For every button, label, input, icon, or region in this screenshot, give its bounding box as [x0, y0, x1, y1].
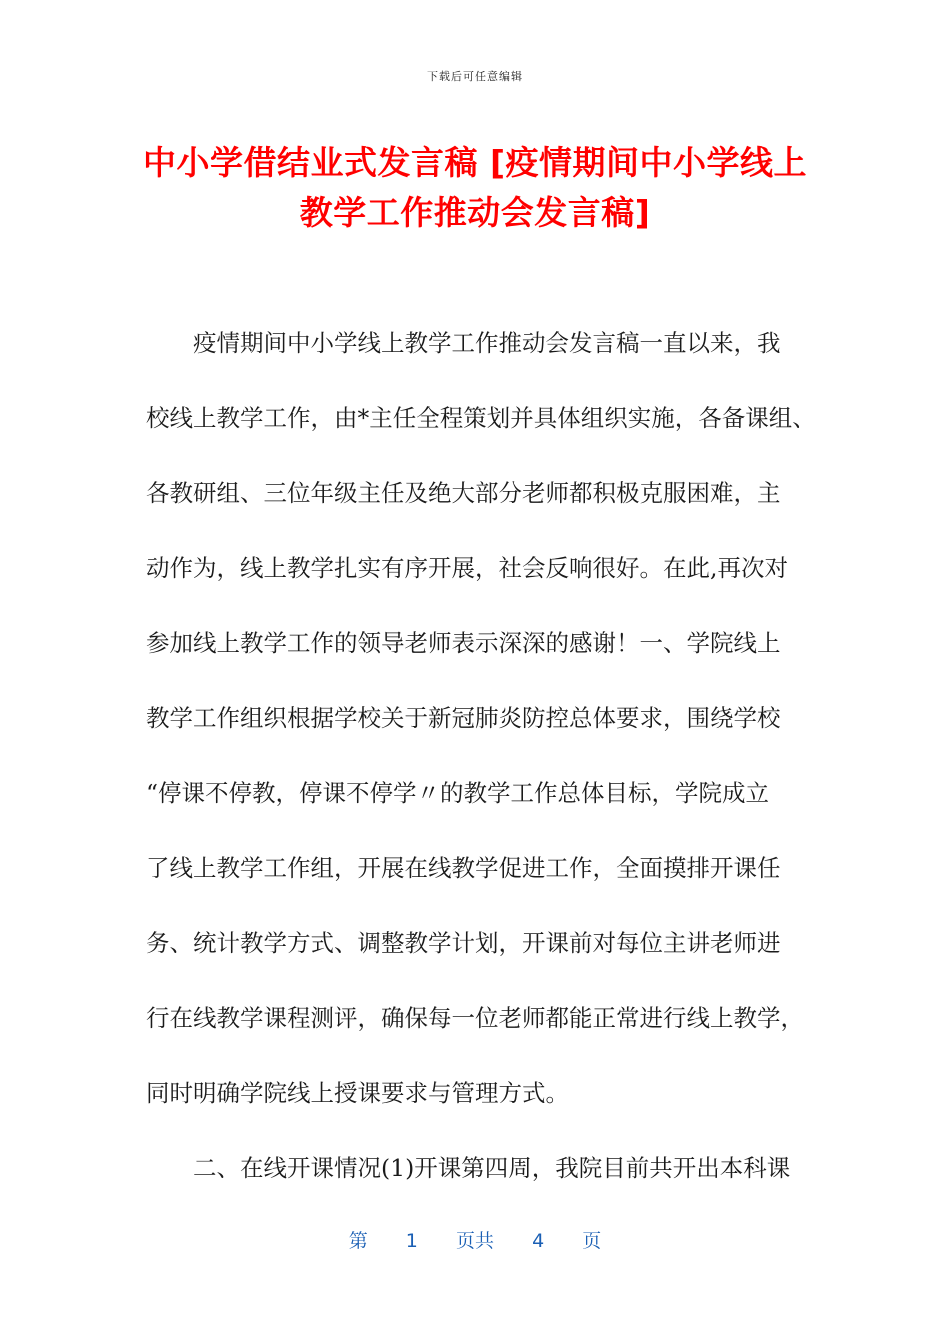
- body-line: 务、统计教学方式、调整教学计划，开课前对每位主讲老师进: [146, 929, 781, 957]
- page-label-suffix: 页: [582, 1230, 602, 1252]
- title-line-2: 教学工作推动会发言稿]: [299, 193, 651, 232]
- page-total: 4: [532, 1230, 545, 1252]
- body-line: “停课不停教，停课不停学〃的教学工作总体目标，学院成立: [146, 779, 770, 807]
- page-number: 1: [405, 1230, 418, 1252]
- body-line: 各教研组、三位年级主任及绝大部分老师都积极克服困难，主: [146, 479, 781, 507]
- body-line: 校线上教学工作，由*主任全程策划并具体组织实施，各备课组、: [146, 404, 816, 432]
- body-line: 教学工作组织根据学校关于新冠肺炎防控总体要求，围绕学校: [146, 704, 781, 732]
- body-line: 参加线上教学工作的领导老师表示深深的感谢！一、学院线上: [146, 629, 781, 657]
- body-line: 了线上教学工作组，开展在线教学促进工作，全面摸排开课任: [146, 854, 781, 882]
- body-line: 二、在线开课情况(1)开课第四周，我院目前共开出本科课: [146, 1154, 791, 1182]
- body-line: 动作为，线上教学扎实有序开展，社会反响很好。在此,再次对: [146, 554, 788, 582]
- title-line-1: 中小学借结业式发言稿 [疫情期间中小学线上: [142, 143, 808, 182]
- document-title: [110, 138, 840, 238]
- header-note: 下载后可任意编辑: [427, 70, 523, 83]
- page-label-mid: 页共: [455, 1230, 494, 1252]
- body-line: 同时明确学院线上授课要求与管理方式。: [146, 1079, 569, 1107]
- page-label-prefix: 第: [348, 1230, 368, 1252]
- body-line: 疫情期间中小学线上教学工作推动会发言稿一直以来，我: [146, 329, 781, 357]
- body-line: 行在线教学课程测评，确保每一位老师都能正常进行线上教学，: [146, 1004, 804, 1032]
- page-footer: [0, 1226, 950, 1253]
